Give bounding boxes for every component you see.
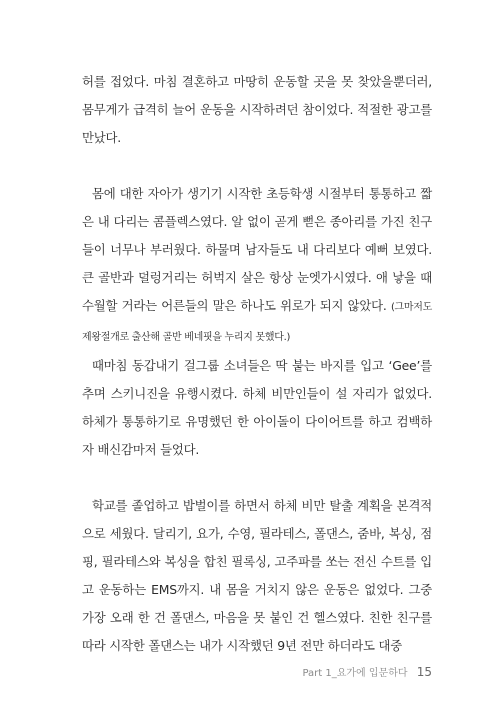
paragraph-gap (82, 152, 432, 180)
running-title: Part 1_요가에 입문하다 (302, 668, 408, 679)
paragraph-1: 허를 접었다. 마침 결혼하고 마땅히 운동할 곳을 못 찾았을뿐더러, 몸무게가 급격히 늘어 운동을 시작하려던 참이었다. 적절한 광고를 만났다. (82, 74, 432, 145)
page-number: 15 (416, 665, 432, 679)
paragraph-3: 때마침 동갑내기 걸그룹 소녀들은 딱 붙는 바지를 입고 ‘Gee’를 추며 스키니진을 유행시켰다. 하체 비만인들이 설 자리가 없었다. 하체가 통통하기로 유명했던 한 아이돌이 다이어트를 하고 컴백하자 배신감마저 들었다. (82, 358, 432, 457)
paragraph-2 (82, 180, 432, 352)
body-text (82, 68, 432, 660)
paragraph-4: 학교를 졸업하고 밥벌이를 하면서 하체 비만 탈출 계획을 본격적으로 세웠다. 달리기, 요가, 수영, 필라테스, 폴댄스, 줌바, 복싱, 점핑, 필라테스와 복싱을 합친 필록싱, 고주파를 쏘는 전신 수트를 입고 운동하는 EMS까지. 내 몸을 거치지 않은 운동은 없었다. 그중 가장 오래 한 건 폴댄스, 마음을 못 붙인 건 헬스였다. 친한 친구를 따라 시작한 폴댄스는 내가 시작했던 9년 전만 하더라도 대중 (82, 498, 432, 653)
paragraph-2-text: 몸에 대한 자아가 생기기 시작한 초등학생 시절부터 통통하고 짧은 내 다리는 콤플렉스였다. 알 없이 곧게 뻗은 종아리를 가진 친구들이 너무나 부러웠다. 하물며 남자들도 내 다리보다 예뻐 보였다. 큰 골반과 덜렁거리는 허벅지 살은 항상 눈엣가시였다. 애 낳을 때 수월할 거라는 어른들의 말은 하나도 위로가 되지 않았다. (82, 186, 432, 313)
paragraph-2-note: (그마저도 제왕절개로 출산해 골반 베네핏을 누리지 못했다.) (82, 302, 432, 343)
page-footer (302, 664, 432, 679)
paragraph-gap (82, 464, 432, 492)
